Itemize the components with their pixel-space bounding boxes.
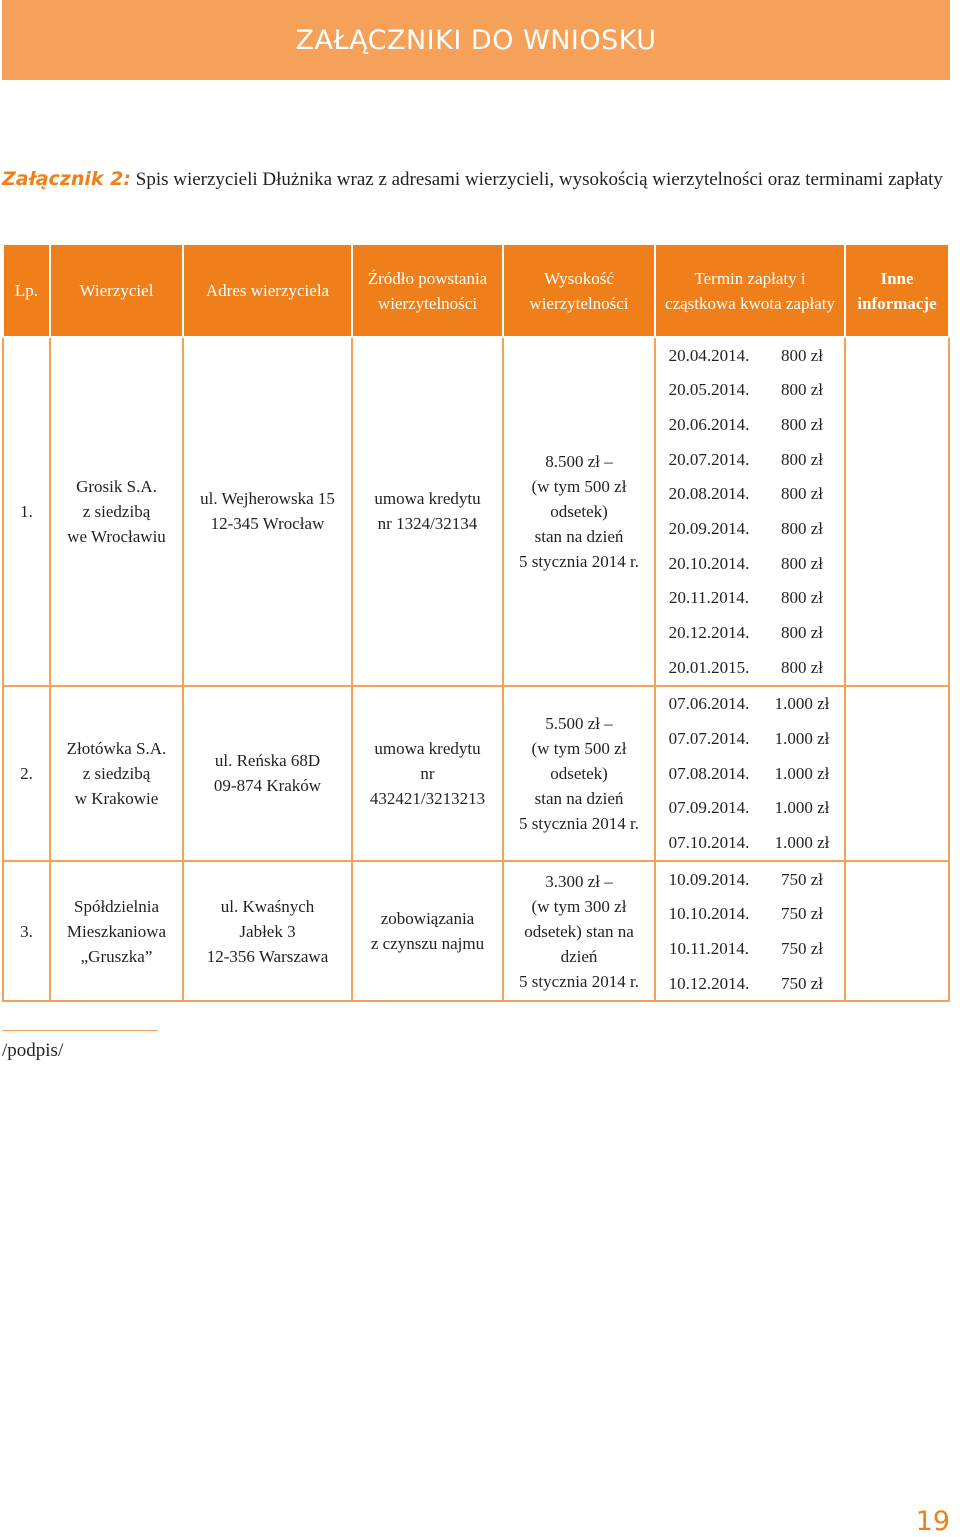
- installment-date: 20.06.2014.: [668, 415, 750, 435]
- cell-other: [845, 861, 949, 1002]
- cell-creditor: [50, 337, 183, 686]
- installment-row: [656, 862, 844, 897]
- creditor-line: Spółdzielnia: [74, 896, 159, 916]
- creditor-line: Grosik S.A.: [76, 476, 157, 496]
- cell-address: [183, 337, 352, 686]
- installment-date: 07.06.2014.: [668, 694, 750, 714]
- address-line: ul. Reńska 68D: [214, 751, 321, 771]
- installment-row: [656, 338, 844, 373]
- address-line: Jabłek 3: [239, 921, 296, 941]
- installment-row: [656, 581, 844, 616]
- installment-amount: 1.000 zł: [774, 798, 830, 818]
- installment-amount: 750 zł: [780, 973, 824, 993]
- installment-row: [656, 897, 844, 932]
- installment-date: 07.08.2014.: [668, 763, 750, 783]
- signature-line: [2, 1030, 158, 1031]
- address-line: 12-345 Wrocław: [210, 514, 325, 534]
- installment-row: [656, 756, 844, 791]
- amount-line: 5.500 zł –: [545, 713, 613, 733]
- header-schedule: Termin zapłaty i cząstkowa kwota zapłaty: [655, 244, 845, 337]
- installment-amount: 1.000 zł: [774, 694, 830, 714]
- installment-amount: 1.000 zł: [774, 763, 830, 783]
- cell-source: [352, 686, 503, 861]
- attachment-label-colon: :: [123, 168, 131, 190]
- installment-list: [656, 687, 844, 860]
- installment-row: [656, 931, 844, 966]
- installment-row: [656, 442, 844, 477]
- cell-address: [183, 686, 352, 861]
- installment-row: [656, 687, 844, 722]
- installment-list: [656, 338, 844, 685]
- installment-date: 10.10.2014.: [668, 904, 750, 924]
- cell-lp: 1.: [3, 337, 50, 686]
- cell-source: [352, 337, 503, 686]
- installment-date: 20.08.2014.: [668, 484, 750, 504]
- installment-row: [656, 546, 844, 581]
- attachment-intro: [2, 164, 952, 195]
- amount-line: 8.500 zł –: [545, 451, 613, 471]
- address-line: 12-356 Warszawa: [206, 946, 329, 966]
- installment-amount: 800 zł: [780, 657, 824, 677]
- header-creditor: Wierzyciel: [50, 244, 183, 337]
- installment-date: 20.10.2014.: [668, 553, 750, 573]
- source-line: nr: [420, 763, 435, 783]
- installment-amount: 800 zł: [780, 553, 824, 573]
- installment-amount: 800 zł: [780, 415, 824, 435]
- address-line: ul. Wejherowska 15: [200, 489, 335, 509]
- installment-date: 07.09.2014.: [668, 798, 750, 818]
- installment-date: 20.07.2014.: [668, 449, 750, 469]
- table-row: [3, 337, 949, 686]
- installment-date: 10.12.2014.: [668, 973, 750, 993]
- header-banner: [2, 0, 950, 80]
- header-other: Inne informacje: [845, 244, 949, 337]
- installment-amount: 800 zł: [780, 484, 824, 504]
- table-header-row: [3, 244, 949, 337]
- installment-amount: 800 zł: [780, 380, 824, 400]
- installment-date: 07.07.2014.: [668, 729, 750, 749]
- source-line: 432421/3213213: [369, 788, 486, 808]
- cell-lp: 2.: [3, 686, 50, 861]
- source-line: z czynszu najmu: [370, 934, 485, 954]
- creditors-table: [2, 243, 950, 1002]
- source-line: zobowiązania: [380, 909, 475, 929]
- creditor-line: w Krakowie: [74, 788, 159, 808]
- page-title: ZAŁĄCZNIKI DO WNIOSKU: [295, 24, 657, 56]
- amount-line: stan na dzień: [534, 526, 624, 546]
- installment-row: [656, 407, 844, 442]
- amount-line: stan na dzień: [534, 788, 624, 808]
- source-line: nr 1324/32134: [377, 514, 478, 534]
- installment-amount: 800 zł: [780, 623, 824, 643]
- installment-amount: 750 zł: [780, 904, 824, 924]
- installment-date: 07.10.2014.: [668, 833, 750, 853]
- installment-date: 20.11.2014.: [668, 588, 750, 608]
- source-line: umowa kredytu: [374, 489, 481, 509]
- cell-creditor: [50, 861, 183, 1002]
- amount-line: 5 stycznia 2014 r.: [519, 813, 639, 833]
- installment-date: 20.12.2014.: [668, 623, 750, 643]
- installment-amount: 800 zł: [780, 519, 824, 539]
- amount-line: 5 stycznia 2014 r.: [519, 551, 639, 571]
- amount-line: 5 stycznia 2014 r.: [519, 971, 639, 991]
- attachment-label: Załącznik 2: [2, 168, 124, 190]
- installment-amount: 750 zł: [780, 938, 824, 958]
- installment-row: [656, 721, 844, 756]
- address-line: ul. Kwaśnych: [220, 896, 315, 916]
- cell-other: [845, 337, 949, 686]
- amount-line: 3.300 zł –: [545, 871, 613, 891]
- amount-line: (w tym 500 zł: [531, 738, 627, 758]
- amount-line: (w tym 300 zł: [531, 896, 627, 916]
- installment-amount: 800 zł: [780, 588, 824, 608]
- attachment-description: Spis wierzycieli Dłużnika wraz z adresami wierzycieli, wysokością wierzytelności oraz terminami zapłaty: [131, 169, 943, 190]
- creditor-line: z siedzibą: [82, 501, 151, 521]
- page-number: 19: [915, 1506, 950, 1537]
- creditor-line: „Gruszka”: [80, 946, 153, 966]
- cell-creditor: [50, 686, 183, 861]
- installment-amount: 750 zł: [780, 869, 824, 889]
- installment-row: [656, 373, 844, 408]
- table-row: [3, 861, 949, 1002]
- cell-amount: [503, 686, 655, 861]
- cell-address: [183, 861, 352, 1002]
- cell-schedule: [655, 861, 845, 1002]
- header-amount: Wysokość wierzytelności: [503, 244, 655, 337]
- amount-line: odsetek): [550, 763, 608, 783]
- creditor-line: Złotówka S.A.: [66, 738, 167, 758]
- cell-amount: [503, 861, 655, 1002]
- table-row: [3, 686, 949, 861]
- cell-other: [845, 686, 949, 861]
- address-line: 09-874 Kraków: [213, 776, 322, 796]
- installment-date: 20.05.2014.: [668, 380, 750, 400]
- header-source: Źródło powstania wierzytelności: [352, 244, 503, 337]
- creditor-line: z siedzibą: [82, 763, 151, 783]
- installment-row: [656, 825, 844, 860]
- amount-line: (w tym 500 zł: [531, 476, 627, 496]
- amount-line: dzień: [560, 946, 598, 966]
- installment-date: 20.09.2014.: [668, 519, 750, 539]
- installment-row: [656, 511, 844, 546]
- installment-row: [656, 966, 844, 1001]
- installment-amount: 800 zł: [780, 345, 824, 365]
- cell-schedule: [655, 337, 845, 686]
- cell-amount: [503, 337, 655, 686]
- installment-row: [656, 615, 844, 650]
- header-lp: Lp.: [3, 244, 50, 337]
- installment-date: 20.01.2015.: [668, 657, 750, 677]
- signature-label: /podpis/: [2, 1040, 64, 1061]
- installment-amount: 800 zł: [780, 449, 824, 469]
- source-line: umowa kredytu: [374, 738, 481, 758]
- installment-row: [656, 477, 844, 512]
- header-address: Adres wierzyciela: [183, 244, 352, 337]
- creditor-line: we Wrocławiu: [67, 526, 166, 546]
- amount-line: odsetek): [550, 501, 608, 521]
- installment-date: 10.11.2014.: [668, 938, 750, 958]
- installment-date: 20.04.2014.: [668, 345, 750, 365]
- installment-amount: 1.000 zł: [774, 833, 830, 853]
- cell-source: [352, 861, 503, 1002]
- installment-list: [656, 862, 844, 1001]
- installment-date: 10.09.2014.: [668, 869, 750, 889]
- creditor-line: Mieszkaniowa: [66, 921, 167, 941]
- amount-line: odsetek) stan na: [524, 921, 634, 941]
- installment-row: [656, 650, 844, 685]
- cell-schedule: [655, 686, 845, 861]
- cell-lp: 3.: [3, 861, 50, 1002]
- installment-amount: 1.000 zł: [774, 729, 830, 749]
- installment-row: [656, 791, 844, 826]
